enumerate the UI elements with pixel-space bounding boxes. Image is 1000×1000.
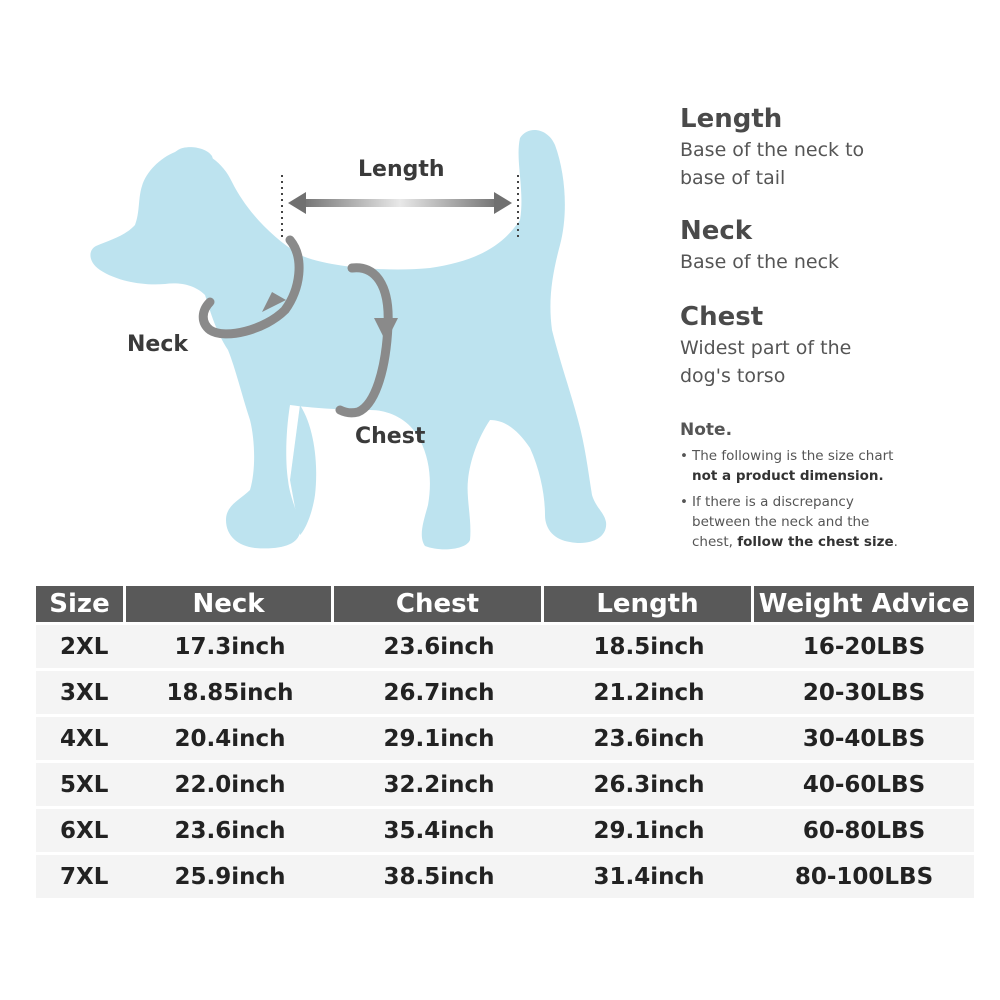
- cell-length: 29.1inch: [544, 806, 754, 852]
- header-size: Size: [36, 586, 126, 622]
- definition-length: [680, 104, 980, 192]
- cell-size: 7XL: [36, 852, 126, 898]
- cell-weight: 80-100LBS: [754, 852, 974, 898]
- cell-length: 21.2inch: [544, 668, 754, 714]
- cell-chest: 29.1inch: [334, 714, 544, 760]
- definition-line: base of tail: [680, 167, 786, 189]
- definition-title: Neck: [680, 216, 753, 246]
- cell-chest: 23.6inch: [334, 622, 544, 668]
- chest-label: Chest: [355, 424, 426, 449]
- cell-weight: 20-30LBS: [754, 668, 974, 714]
- note-bullet: • The following is the size chart not a product dimension.: [680, 448, 894, 484]
- cell-size: 3XL: [36, 668, 126, 714]
- definition-line: Widest part of the: [680, 337, 852, 359]
- size-table: [36, 586, 974, 898]
- note-emphasis: follow the chest size: [737, 534, 894, 550]
- cell-size: 6XL: [36, 806, 126, 852]
- header-length: Length: [544, 586, 754, 622]
- cell-neck: 17.3inch: [126, 622, 334, 668]
- table-row: [36, 760, 974, 806]
- cell-length: 31.4inch: [544, 852, 754, 898]
- table-row: [36, 852, 974, 898]
- note-title: Note.: [680, 420, 733, 440]
- cell-chest: 38.5inch: [334, 852, 544, 898]
- cell-neck: 20.4inch: [126, 714, 334, 760]
- header-weight: Weight Advice: [754, 586, 974, 622]
- cell-neck: 22.0inch: [126, 760, 334, 806]
- note-text: .: [893, 534, 898, 550]
- cell-chest: 32.2inch: [334, 760, 544, 806]
- definition-line: dog's torso: [680, 365, 786, 387]
- definition-chest: [680, 302, 980, 390]
- cell-length: 26.3inch: [544, 760, 754, 806]
- cell-size: 2XL: [36, 622, 126, 668]
- note-text: between the neck and the: [692, 514, 870, 530]
- cell-weight: 40-60LBS: [754, 760, 974, 806]
- definition-title: Chest: [680, 302, 764, 332]
- cell-weight: 60-80LBS: [754, 806, 974, 852]
- table-header-row: [36, 586, 974, 622]
- length-arrow: [282, 175, 518, 240]
- cell-weight: 16-20LBS: [754, 622, 974, 668]
- cell-size: 5XL: [36, 760, 126, 806]
- cell-length: 23.6inch: [544, 714, 754, 760]
- cell-weight: 30-40LBS: [754, 714, 974, 760]
- cell-chest: 35.4inch: [334, 806, 544, 852]
- cell-neck: 25.9inch: [126, 852, 334, 898]
- cell-chest: 26.7inch: [334, 668, 544, 714]
- note-text: The following is the size chart: [692, 448, 894, 464]
- table-row: [36, 668, 974, 714]
- cell-neck: 23.6inch: [126, 806, 334, 852]
- dog-illustration: [0, 0, 660, 580]
- definition-line: Base of the neck to: [680, 139, 865, 161]
- neck-label: Neck: [127, 332, 189, 357]
- table-row: [36, 806, 974, 852]
- note-emphasis: not a product dimension.: [692, 468, 884, 484]
- note-bullet: • If there is a discrepancy between the neck and the chest, follow the chest size.: [680, 494, 898, 550]
- definition-neck: [680, 216, 980, 276]
- length-label: Length: [358, 157, 445, 182]
- cell-size: 4XL: [36, 714, 126, 760]
- note-text: chest,: [692, 534, 738, 550]
- table-row: [36, 622, 974, 668]
- header-neck: Neck: [126, 586, 334, 622]
- note-text: If there is a discrepancy: [692, 494, 854, 510]
- definition-line: Base of the neck: [680, 251, 840, 273]
- table-row: [36, 714, 974, 760]
- cell-length: 18.5inch: [544, 622, 754, 668]
- definition-title: Length: [680, 104, 783, 134]
- cell-neck: 18.85inch: [126, 668, 334, 714]
- header-chest: Chest: [334, 586, 544, 622]
- note-block: [680, 420, 980, 552]
